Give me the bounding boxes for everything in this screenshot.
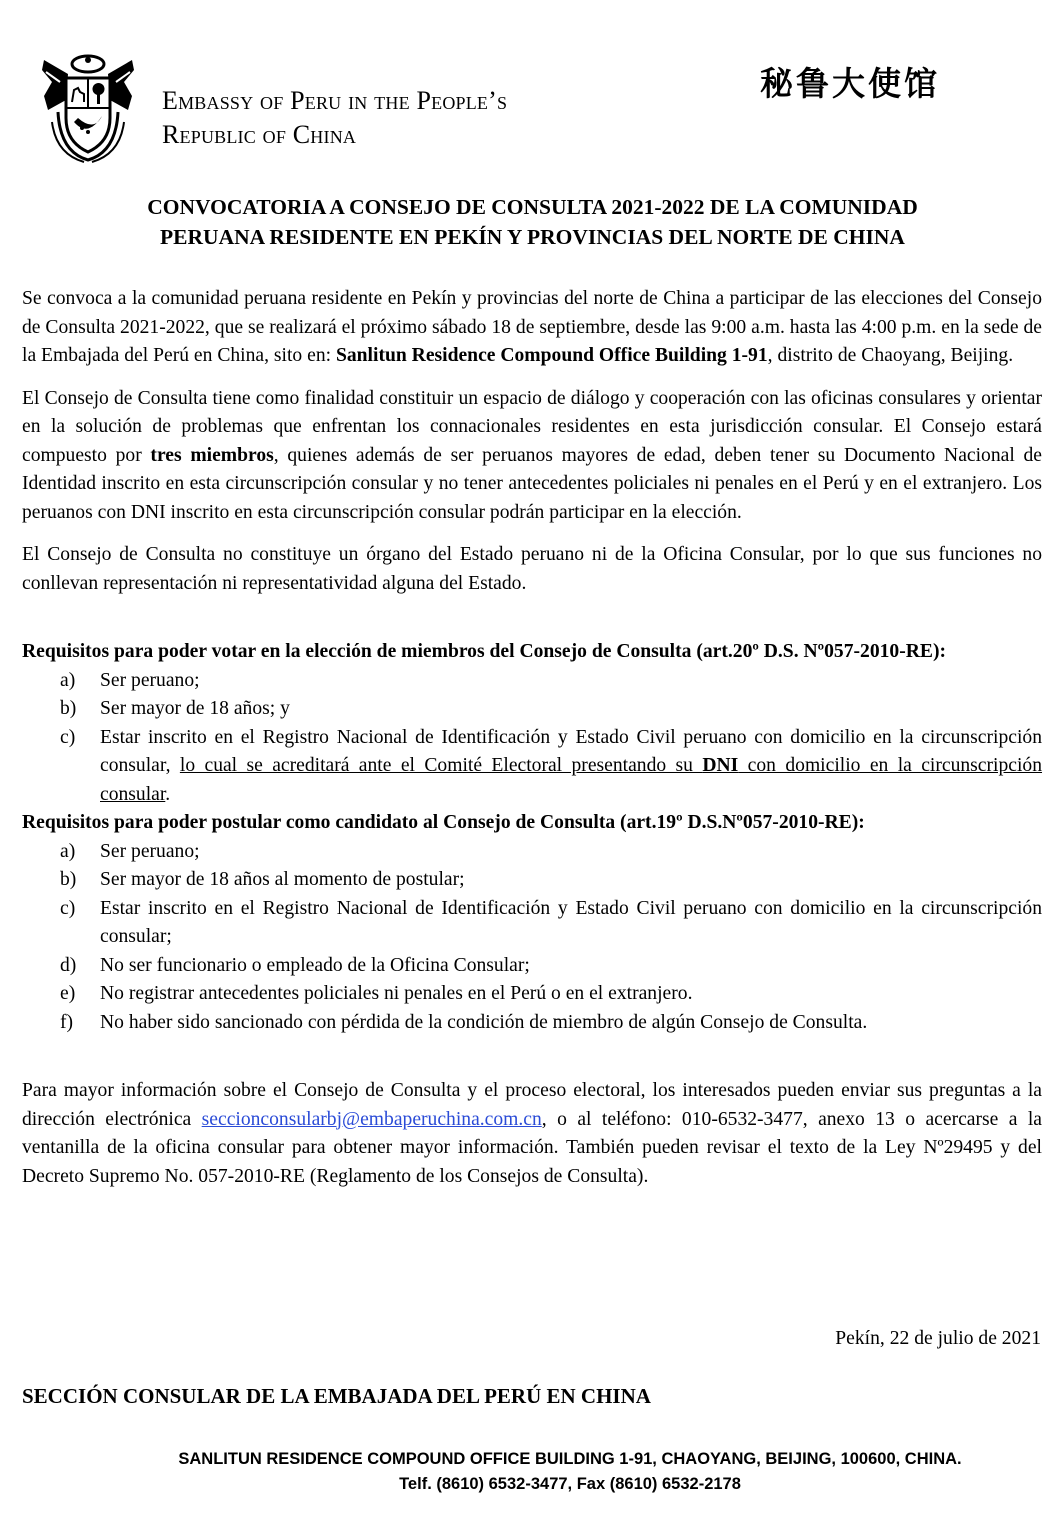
document-body <box>22 285 1042 1191</box>
run-requirements-list <box>22 838 1042 1038</box>
footer-phone: Telf. (8610) 6532-3477, Fax (8610) 6532-2178 <box>399 1475 741 1493</box>
signature-section: SECCIÓN CONSULAR DE LA EMBAJADA DEL PERÚ EN CHINA <box>22 1384 651 1408</box>
footer <box>60 1447 1055 1497</box>
list-item-text: Estar inscrito en el Registro Nacional de Identificación y Estado Civil peruano con domicilio en la circunscripción consular, <box>100 726 1042 776</box>
list-marker: b) <box>60 869 77 890</box>
list-marker: e) <box>60 983 76 1004</box>
list-item-text: Ser mayor de 18 años al momento de postular; <box>100 869 465 890</box>
list-item-text: Ser peruano; <box>100 669 200 691</box>
paragraph-contact-info <box>22 1077 1042 1191</box>
paragraph-purpose <box>22 385 1042 528</box>
underlined-text: lo cual se acreditará ante el Comité Electoral presentando su <box>179 755 703 776</box>
list-marker: f) <box>60 1011 74 1033</box>
list-item <box>22 724 1042 810</box>
paragraph-text: , quienes además de ser peruanos mayores de edad, deben tener su Documento Nacional de Identidad inscrito en esta circunscripción consular y no tener antecedentes policiales ni penales en el Perú y en el extranjero. Los peruanos con DNI inscrito en esta circunscripción consular podrán participar en la elección. <box>22 444 1042 523</box>
document-title <box>30 192 1035 252</box>
list-item <box>22 952 1042 981</box>
paragraph-text: Para mayor información sobre el Consejo de Consulta y el proceso electoral, los interesados pueden enviar sus preguntas a la dirección electrónica <box>22 1080 1042 1130</box>
list-marker: b) <box>60 698 77 719</box>
vote-requirements-list <box>22 667 1042 810</box>
address-bold: Sanlitun Residence Compound Office Building 1-91 <box>335 345 768 366</box>
embassy-name-chinese: 秘鲁大使馆 <box>760 64 940 103</box>
list-marker: c) <box>60 897 76 919</box>
embassy-name-line1: Embassy of Peru in the People’s <box>162 86 508 115</box>
paragraph-text: El Consejo de Consulta tiene como finalidad constituir un espacio de diálogo y cooperación con las oficinas consulares y orientar en la solución de problemas que enfrentan los connacionales residentes en esta jurisdicción consular. El Consejo estará compuesto por <box>22 387 1042 466</box>
document-date: Pekín, 22 de julio de 2021 <box>835 1328 1041 1349</box>
list-item-text: No registrar antecedentes policiales ni penales en el Perú o en el extranjero. <box>100 983 693 1004</box>
run-requirements-heading: Requisitos para poder postular como candidato al Consejo de Consulta (art.19º D.S.Nº057-2010-RE): <box>22 812 865 833</box>
footer-address: SANLITUN RESIDENCE COMPOUND OFFICE BUILDING 1-91, CHAOYANG, BEIJING, 100600, CHINA. <box>178 1450 962 1468</box>
underlined-text: con domicilio en la circunscripción consular <box>100 755 1043 805</box>
embassy-name-line2: Republic of China <box>162 120 357 149</box>
paragraph-text: Se convoca a la comunidad peruana residente en Pekín y provincias del norte de China a participar de las elecciones del Consejo de Consulta 2021-2022, que se realizará el próximo sábado 18 de septiembre, desde las 9:00 a.m. hasta las 4:00 p.m. en la sede de la Embajada del Perú en China, sito en: <box>22 288 1042 366</box>
paragraph-disclaimer: El Consejo de Consulta no constituye un órgano del Estado peruano ni de la Oficina Consular, por lo que sus funciones no conllevan representación ni representatividad alguna del Estado. <box>22 544 1042 594</box>
peru-coat-of-arms-icon <box>38 52 138 164</box>
vote-requirements-heading: Requisitos para poder votar en la elección de miembros del Consejo de Consulta (art.20º D.S. Nº057-2010-RE): <box>22 641 947 662</box>
list-item <box>22 980 1042 1009</box>
list-marker: d) <box>60 954 77 976</box>
embassy-name <box>162 84 742 152</box>
email-link[interactable]: seccionconsularbj@embaperuchina.com.cn <box>201 1108 542 1130</box>
list-item <box>22 838 1042 867</box>
list-item-text: No haber sido sancionado con pérdida de la condición de miembro de algún Consejo de Consulta. <box>100 1011 868 1033</box>
paragraph-text: , o al teléfono: 010-6532-3477, anexo 13 o acercarse a la ventanilla de la oficina consular para obtener mayor información. También pueden revisar el texto de la Ley Nº29495 y del Decreto Supremo No. 057-2010-RE (Reglamento de los Consejos de Consulta). <box>22 1108 1043 1187</box>
title-line2: PERUANA RESIDENTE EN PEKÍN Y PROVINCIAS DEL NORTE DE CHINA <box>160 225 905 249</box>
list-marker: c) <box>60 726 76 748</box>
list-item <box>22 667 1042 696</box>
list-item <box>22 866 1042 895</box>
paragraph-convocation <box>22 285 1042 371</box>
dni-bold: DNI <box>702 755 739 776</box>
list-item <box>22 895 1042 952</box>
list-item-text: Ser mayor de 18 años; y <box>100 698 290 719</box>
list-marker: a) <box>60 840 76 862</box>
list-item-text: Estar inscrito en el Registro Nacional de Identificación y Estado Civil peruano con domicilio en la circunscripción consular; <box>100 897 1042 947</box>
members-bold: tres miembros <box>150 444 274 466</box>
paragraph-text: , distrito de Chaoyang, Beijing. <box>767 345 1014 366</box>
list-marker: a) <box>60 669 76 691</box>
list-item <box>22 1009 1042 1038</box>
list-item <box>22 695 1042 724</box>
list-item-text: Ser peruano; <box>100 840 200 862</box>
title-line1: CONVOCATORIA A CONSEJO DE CONSULTA 2021-2022 DE LA COMUNIDAD <box>147 195 918 219</box>
list-item-text: No ser funcionario o empleado de la Oficina Consular; <box>100 954 530 976</box>
list-item-text: . <box>165 783 171 805</box>
